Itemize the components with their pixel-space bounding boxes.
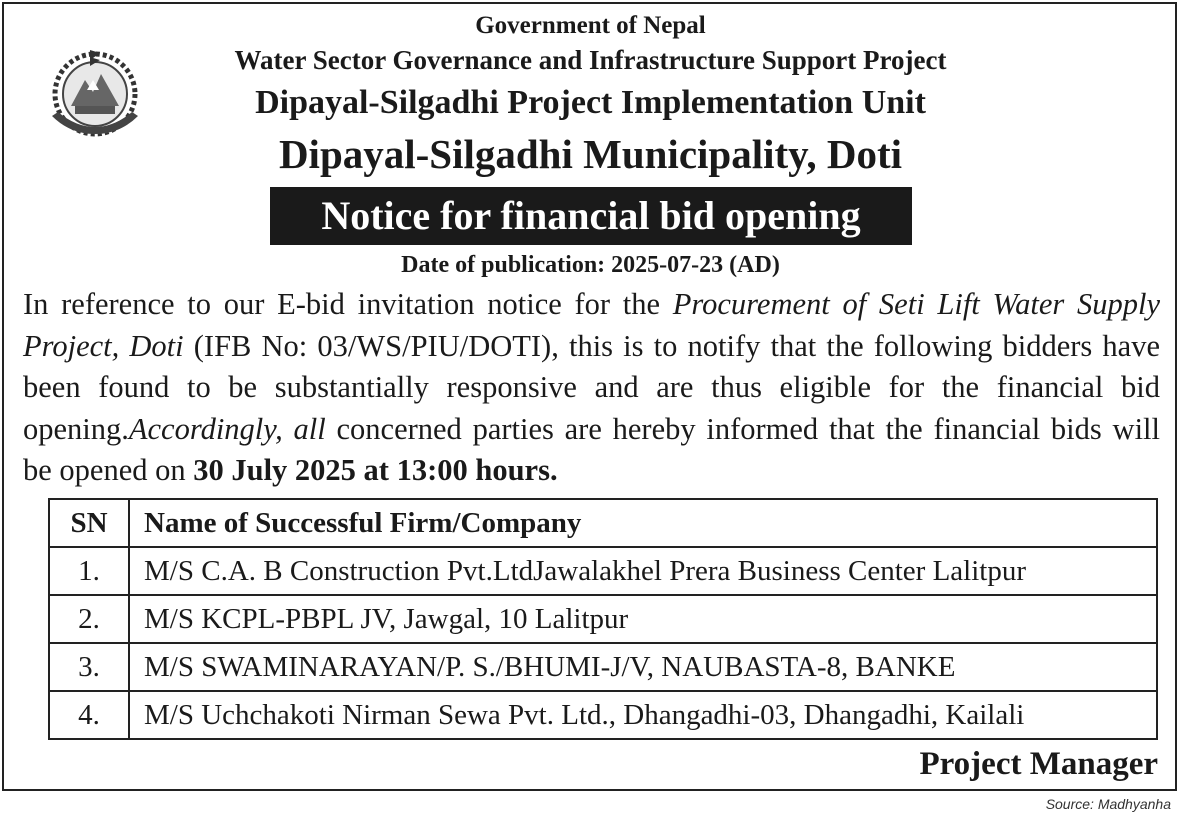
notice-body xyxy=(23,284,1160,492)
body-accordingly: Accordingly, all xyxy=(128,411,326,446)
opening-datetime: 30 July 2025 at 13:00 hours. xyxy=(193,453,558,487)
table-row xyxy=(49,691,1157,739)
row-firm-name: M/S Uchchakoti Nirman Sewa Pvt. Ltd., Dhangadhi-03, Dhangadhi, Kailali xyxy=(129,691,1157,739)
notice-title: Notice for financial bid opening xyxy=(270,187,912,245)
government-heading: Government of Nepal xyxy=(475,12,706,39)
firms-table xyxy=(48,498,1158,740)
publication-date: Date of publication: 2025-07-23 (AD) xyxy=(401,252,780,278)
sn-header: SN xyxy=(49,499,129,547)
body-intro: In reference to our E-bid invitation notice for the xyxy=(23,287,673,321)
row-sn: 4. xyxy=(49,691,129,739)
project-heading: Water Sector Governance and Infrastructure Support Project xyxy=(234,45,947,75)
piu-heading: Dipayal-Silgadhi Project Implementation Unit xyxy=(255,84,926,121)
table-row xyxy=(49,547,1157,595)
table-row xyxy=(49,643,1157,691)
body-ifb: (IFB No: 03/WS/PIU/DOTI), this is to notify that the following bidders have been found to be substantially responsive and are thus eligible for the financial bid opening. xyxy=(23,328,1160,446)
row-sn: 3. xyxy=(49,643,129,691)
source-credit: Source: Madhyanha xyxy=(1045,796,1171,812)
table-row xyxy=(49,595,1157,643)
row-firm-name: M/S KCPL-PBPL JV, Jawgal, 10 Lalitpur xyxy=(129,595,1157,643)
signatory: Project Manager xyxy=(919,746,1158,782)
row-sn: 1. xyxy=(49,547,129,595)
row-firm-name: M/S C.A. B Construction Pvt.LtdJawalakhel Prera Business Center Lalitpur xyxy=(129,547,1157,595)
row-sn: 2. xyxy=(49,595,129,643)
municipality-heading: Dipayal-Silgadhi Municipality, Doti xyxy=(278,131,903,177)
table-header-row xyxy=(49,499,1157,547)
name-header: Name of Successful Firm/Company xyxy=(129,499,1157,547)
procurement-title: Procurement of Seti Lift Water Supply Project, Doti xyxy=(23,287,1160,363)
row-firm-name: M/S SWAMINARAYAN/P. S./BHUMI-J/V, NAUBASTA-8, BANKE xyxy=(129,643,1157,691)
body-concerned: concerned parties are hereby informed that the financial bids will be opened on xyxy=(23,411,1160,487)
